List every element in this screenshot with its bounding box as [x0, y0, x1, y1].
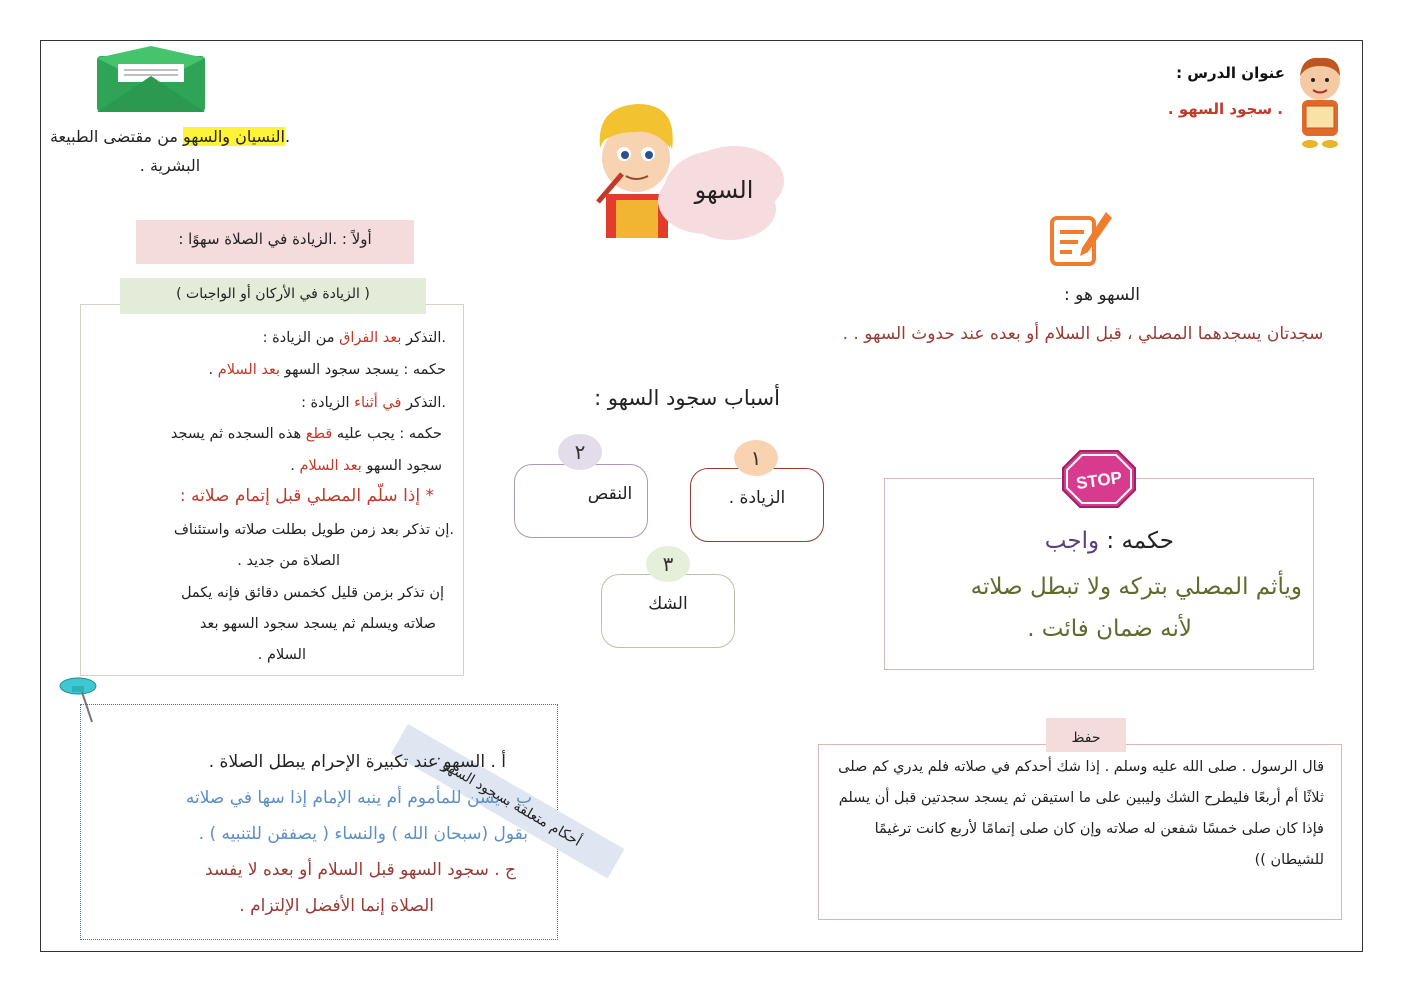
rule-line: حكمه : يجب عليه قطع هذه السجده ثم يسجد	[170, 426, 442, 442]
rule-line: .التذكر بعد الفراق من الزيادة :	[262, 330, 446, 346]
envelope-note: .النسيان والسهو من مقتضى الطبيعة البشرية .	[49, 127, 291, 175]
rule-line: صلاته ويسلم ثم يسجد سجود السهو بعد	[199, 616, 436, 632]
cause-label: النقص	[587, 484, 633, 504]
causes-title: أسباب سجود السهو :	[594, 386, 780, 410]
subheading-pillars: ( الزيادة في الأركان أو الواجبات )	[120, 278, 426, 314]
ruling-a: أ . السهو عند تكبيرة الإحرام يبطل الصلاة .	[208, 752, 506, 772]
lesson-title: . سجود السهو .	[1167, 100, 1283, 118]
hadith-text: قال الرسول . صلى الله عليه وسلم . إذا شك أحدكم في صلاته فلم يدري كم صلى ثلاثًا أم أربعًا فليطرح الشك وليبين على ما استيقن ثم يسجد سجدتين قبل أن يسلم فإذا كان صلى خمسًا شفعن له صلاته وإن كان صلى إتمامًا لأربع كانت ترغيمًا للشيطان ))	[838, 759, 1324, 868]
section-heading-increase: أولاً : .الزيادة في الصلاة سهوًا :	[136, 220, 414, 264]
edit-note-icon	[1048, 206, 1114, 266]
memorize-label: حفظ	[1046, 718, 1126, 752]
ruling-c-line1: ج . سجود السهو قبل السلام أو بعده لا يفسد	[205, 860, 516, 880]
envelope-icon	[96, 46, 206, 112]
cause-label: الزيادة .	[728, 488, 786, 508]
cause-badge: ٢	[558, 434, 602, 470]
ruling-b-line2: بقول (سبحان الله ) والنساء ( يصفقن للتنبيه ) .	[198, 824, 528, 844]
ruling-line: حكمه : واجب	[1044, 528, 1174, 554]
rule-heading-early-salam: * إذا سلّم المصلي قبل إتمام صلاته :	[179, 486, 434, 506]
rule-line: السلام .	[257, 647, 306, 663]
ruling-line: لأنه ضمان فائت .	[1027, 616, 1192, 642]
ruling-line: ويأثم المصلي بتركه ولا تبطل صلاته	[970, 574, 1302, 600]
rule-line: .التذكر في أثناء الزيادة :	[301, 395, 446, 411]
rule-line: حكمه : يسجد سجود السهو بعد السلام .	[208, 362, 446, 378]
lesson-label: عنوان الدرس :	[1176, 64, 1285, 82]
stop-sign-icon	[1062, 450, 1136, 508]
rule-line: الصلاة من جديد .	[237, 553, 340, 569]
ruling-c-line2: الصلاة إنما الأفضل الإلتزام .	[239, 896, 434, 916]
rulings-tag: أحكام متعلقة بسجود السهو :	[391, 724, 625, 878]
thinking-boy-illustration	[586, 96, 686, 238]
rule-line: .إن تذكر بعد زمن طويل بطلت صلاته واستئناف	[173, 522, 454, 538]
cloud-title: السهو	[694, 176, 754, 204]
cause-badge: ٣	[646, 546, 690, 582]
student-reading-icon	[1288, 52, 1352, 150]
cause-label: الشك	[648, 594, 688, 614]
ruling-b-line1: ب . يسن للمأموم أم ينبه الإمام إذا سها في صلاته	[185, 788, 532, 808]
definition-heading: السهو هو :	[1064, 285, 1140, 305]
rule-line: سجود السهو بعد السلام .	[290, 458, 442, 474]
stop-label: STOP	[1074, 467, 1124, 494]
cause-badge: ١	[734, 440, 778, 476]
highlighted-phrase: النسيان والسهو	[183, 127, 285, 146]
definition-body: سجدتان يسجدهما المصلي ، قبل السلام أو بعده عند حدوث السهو . .	[842, 324, 1324, 344]
rule-line: إن تذكر بزمن قليل كخمس دقائق فإنه يكمل	[180, 585, 444, 601]
